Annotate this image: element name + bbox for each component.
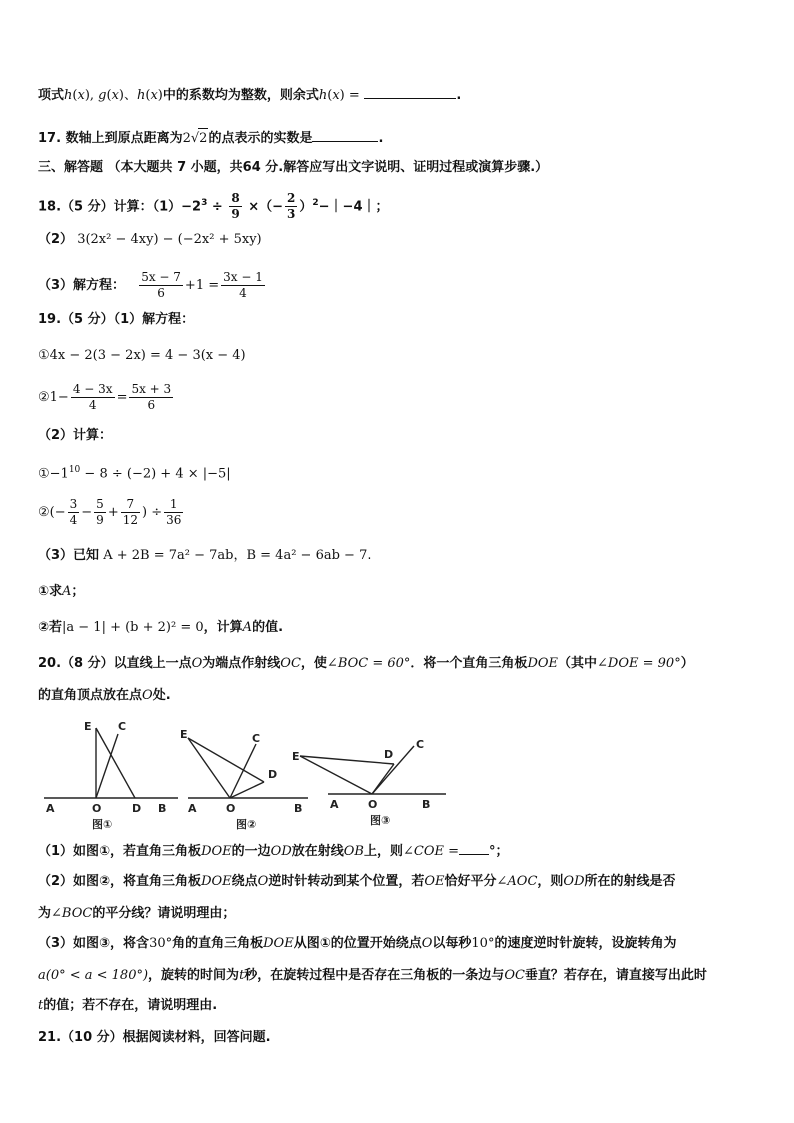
q18-p2-expression: 3(2x² − 4xy) − (−2x² + 5xy) (77, 232, 262, 247)
q20-p3-30deg: 30° (149, 936, 173, 951)
q20-p3-a: （3）如图③，将含 (38, 936, 150, 951)
q19-calc1-a: ①−1 (38, 466, 69, 482)
q20-p1-a: （1）如图①，若直角三角板 (38, 844, 202, 859)
fig2-label-B: B (294, 802, 303, 815)
q20-t2: ，使 (300, 656, 327, 671)
section-note: （本大题共 7 小题，共64 分.解答应写出文字说明、证明过程或演算步骤.） (107, 160, 549, 175)
q17-text: 数轴上到原点距离为 (65, 131, 183, 146)
q20-part2 (38, 872, 764, 892)
q20-p1-e: °； (489, 844, 509, 859)
q20-p1-OB: OB (343, 844, 364, 859)
q20-p3-O: O (421, 936, 433, 951)
fig3-label-A: A (330, 798, 339, 811)
q20-part3-line3 (38, 996, 764, 1016)
q19-p3-expr1: A + 2B = 7a² − 7ab (103, 548, 234, 563)
q20-p2-l2-a: 为 (38, 906, 52, 921)
q20-p3-l2-d: 垂直？若存在，请直接写出此时 (524, 968, 707, 983)
q19-p3-head: （3）已知 (38, 548, 100, 563)
q20-p1-d: 上，则 (363, 844, 403, 859)
q19-sub2-var: A (242, 620, 253, 635)
q20-p3-l2-c: 秒，在旋转过程中是否存在三角板的一条边与 (244, 968, 505, 983)
q19-calc2-op1: − (81, 505, 93, 520)
q20-t5: ） (680, 656, 694, 671)
q19-calc1-exp: 10 (68, 465, 81, 475)
q20-line2-a: 的直角顶点放在点 (38, 688, 143, 703)
fig2-label-D: D (268, 768, 278, 781)
q19-p3-expr2: B = 4a² − 6ab − 7 (246, 548, 368, 563)
q20-part3 (38, 934, 764, 954)
q19-sub1 (38, 582, 764, 602)
q16-text: 项式 (38, 88, 65, 103)
q20-O: O (191, 656, 203, 671)
fig1-label-B: B (158, 802, 167, 815)
q20-p2-O: O (257, 874, 269, 889)
q17: 17. 数轴上到原点距离为2√2的点表示的实数是 . (38, 128, 764, 149)
q20-p2-BOC: ∠BOC (51, 906, 93, 921)
q20-p1-COE: ∠COE = (403, 844, 460, 859)
q18-p3-label: （3）解方程： (38, 278, 126, 293)
q20-p3-c: 从图①的位置开始绕点 (293, 936, 422, 951)
q19-part3 (38, 546, 764, 566)
q20-p3-DOE: DOE (263, 936, 294, 951)
q19-sub1-var: A (62, 584, 72, 599)
q20-p2-f: 所在的射线是否 (584, 874, 676, 889)
q20-line2-b: 处. (152, 688, 171, 703)
q18-div: ÷ (211, 199, 223, 215)
q19-sub2-expr: |a − 1| + (b + 2)² = 0 (62, 620, 204, 635)
q20-p3-l3-b: 的值；若不存在，请说明理由. (43, 998, 218, 1013)
q20-p2-a: （2）如图②，将直角三角板 (38, 874, 202, 889)
q19-head-text: 19.（5 分）（1）解方程： (38, 312, 195, 327)
q18-p3-mid: +1 = (184, 278, 220, 293)
fig3-label-O: O (368, 798, 378, 811)
q19-sub2-mid: ，计算 (203, 620, 243, 635)
q19-sub1-end: ； (71, 584, 85, 599)
q18-p2-label: （2） (38, 232, 74, 247)
q17-radicand: 2 (198, 128, 208, 149)
q19-eq2-pre: ②1− (38, 390, 69, 405)
q16-text-mid: 中的系数均为整数，则余式 (162, 88, 319, 103)
q19-sub1-text: ①求 (38, 584, 63, 599)
q18-tail: −｜−4｜； (318, 199, 389, 215)
q18-p3-right-frac: $\frac{3x - 1}{4}$ (223, 270, 263, 300)
q18-frac-8-9: $\frac{8}{9}$ (231, 191, 240, 222)
q20-p3-d: 以每秒 (432, 936, 472, 951)
section-3-header (38, 158, 764, 178)
q18-part1 (38, 186, 764, 220)
q20-p3-10deg: 10° (471, 936, 495, 951)
fig1-label-E: E (84, 720, 92, 733)
q19-p3-sep: ， (233, 548, 247, 563)
q20-DOE: DOE (527, 656, 559, 671)
q19-calc2-frac4: $\frac{1}{36}$ (166, 497, 182, 527)
q20-p3-l2-b: ，旋转的时间为 (148, 968, 240, 983)
q18-paren: ） (299, 199, 313, 215)
section-title: 三、解答题 (38, 160, 104, 175)
q20-p2-l2-b: 的平分线？请说明理由； (92, 906, 236, 921)
q19-calc2-op3: ) ÷ (142, 505, 163, 520)
fig2-label-C: C (252, 732, 261, 745)
fig1-label-C: C (118, 720, 127, 733)
q19-calc1-b: − 8 ÷ (−2) + 4 × |−5| (80, 466, 231, 482)
fig1-label-D: D (132, 802, 142, 815)
q19-sub2-pre: ②若 (38, 620, 63, 635)
fig3-label-D: D (384, 748, 394, 761)
q20-p2-c: 逆时针转动到某个位置，若 (268, 874, 425, 889)
q18-square: 2 (312, 198, 319, 208)
fig1-label-O: O (92, 802, 102, 815)
q20-line1 (38, 654, 764, 674)
q20-p2-d: 恰好平分 (444, 874, 497, 889)
q17-text-2: 的点表示的实数是 (208, 131, 313, 146)
q20-p3-b: 角的直角三角板 (172, 936, 264, 951)
q20-t4: （其中 (558, 656, 598, 671)
q19-p3-end: . (367, 548, 372, 563)
q20-t1: 为端点作射线 (202, 656, 281, 671)
fig3-label-E: E (292, 750, 300, 763)
q19-eq2 (38, 380, 764, 416)
fig2-caption: 图② (236, 818, 257, 831)
q16-answer-blank[interactable] (364, 86, 456, 99)
fig2-label-E: E (180, 728, 188, 741)
q20-p3-e: 的速度逆时针旋转，设旋转角为 (494, 936, 677, 951)
q20-part1 (38, 842, 764, 862)
q20-angle-boc: ∠BOC = 60° (326, 656, 411, 671)
q19-sub2 (38, 618, 764, 638)
q20-p1-c: 放在射线 (291, 844, 344, 859)
q19-eq2-right-frac: $\frac{5x + 3}{6}$ (131, 382, 172, 412)
q17-number: 17. (38, 131, 62, 146)
figure-3 (300, 746, 446, 794)
q20-p1-answer-blank[interactable] (459, 842, 489, 855)
q20-p1-b: 的一边 (231, 844, 271, 859)
q19-head (38, 310, 764, 330)
fig1-caption: 图① (92, 818, 113, 831)
q19-calc1 (38, 460, 764, 484)
fig2-label-O: O (226, 802, 236, 815)
q19-calc-head (38, 426, 764, 446)
q20-line2 (38, 686, 764, 706)
q21-text: 21.（10 分）根据阅读材料，回答问题. (38, 1030, 271, 1045)
q19-eq1-text: ①4x − 2(3 − 2x) = 4 − 3(x − 4) (38, 348, 246, 363)
q20-p3-range: a(0° < a < 180°) (38, 968, 149, 983)
q20-p3-OC: OC (504, 968, 525, 983)
q18-p3-left-frac: $\frac{5x - 7}{6}$ (141, 270, 181, 300)
q20-p2-b: 绕点 (231, 874, 258, 889)
q19-calc2-frac1: $\frac{3}{4}$ (69, 497, 78, 527)
q17-answer-blank[interactable] (312, 129, 378, 142)
q20-p2-OD: OD (563, 874, 585, 889)
q19-calc-label: （2）计算： (38, 428, 113, 443)
q19-eq1 (38, 346, 764, 366)
q21 (38, 1028, 764, 1048)
q18-exponent: 3 (201, 198, 208, 208)
fig3-caption: 图③ (370, 814, 391, 827)
q18-part2 (38, 230, 764, 250)
q19-calc2-frac3: $\frac{7}{12}$ (122, 497, 138, 527)
q20-part3-line2 (38, 966, 764, 986)
q19-eq2-left-frac: $\frac{4 - 3x}{4}$ (72, 382, 113, 412)
q20-p2-DOE: DOE (201, 874, 232, 889)
q20-p1-DOE: DOE (201, 844, 232, 859)
q20-p2-OE: OE (424, 874, 445, 889)
q20-p2-AOC: ∠AOC (496, 874, 538, 889)
q19-calc2-frac2: $\frac{5}{9}$ (96, 497, 104, 527)
q19-calc2-pre: ②(− (38, 505, 66, 520)
q18-head: 18.（5 分）计算：（1）−2 (38, 199, 202, 215)
q20-figures (38, 716, 458, 834)
q20-part2-line2 (38, 904, 764, 924)
q18-times: ×（− (248, 199, 284, 215)
q20-head: 20.（8 分）以直线上一点 (38, 656, 192, 671)
q16-end: . (456, 88, 462, 103)
q20-p2-e: ，则 (537, 874, 564, 889)
q19-eq2-equals: = (116, 390, 128, 405)
q19-calc2 (38, 494, 764, 532)
q17-end: . (378, 131, 384, 146)
q20-O-2: O (142, 688, 153, 703)
q20-p3-t: t (239, 968, 245, 983)
q20-p1-OD: OD (270, 844, 292, 859)
q17-coef: 2 (182, 131, 191, 146)
figure-2 (188, 738, 308, 798)
q20-t3: ．将一个直角三角板 (410, 656, 528, 671)
fig2-label-A: A (188, 802, 197, 815)
figure-1 (44, 728, 178, 798)
q20-angle-doe: ∠DOE = 90° (597, 656, 681, 671)
q16-equals: = (348, 88, 360, 103)
q18-frac-2-3: $\frac{2}{3}$ (287, 191, 296, 222)
fig3-label-B: B (422, 798, 431, 811)
fig3-label-C: C (416, 738, 425, 751)
q16-continuation: 项式h(x), g(x)、h(x)中的系数均为整数，则余式h(x) = . (38, 88, 462, 103)
q19-calc2-op2: + (107, 505, 119, 520)
q20-OC: OC (280, 656, 301, 671)
q19-sub2-end: 的值. (252, 620, 284, 635)
q18-part3 (38, 268, 764, 304)
fig1-label-A: A (46, 802, 55, 815)
q20-p3-t-2: t (38, 998, 44, 1013)
